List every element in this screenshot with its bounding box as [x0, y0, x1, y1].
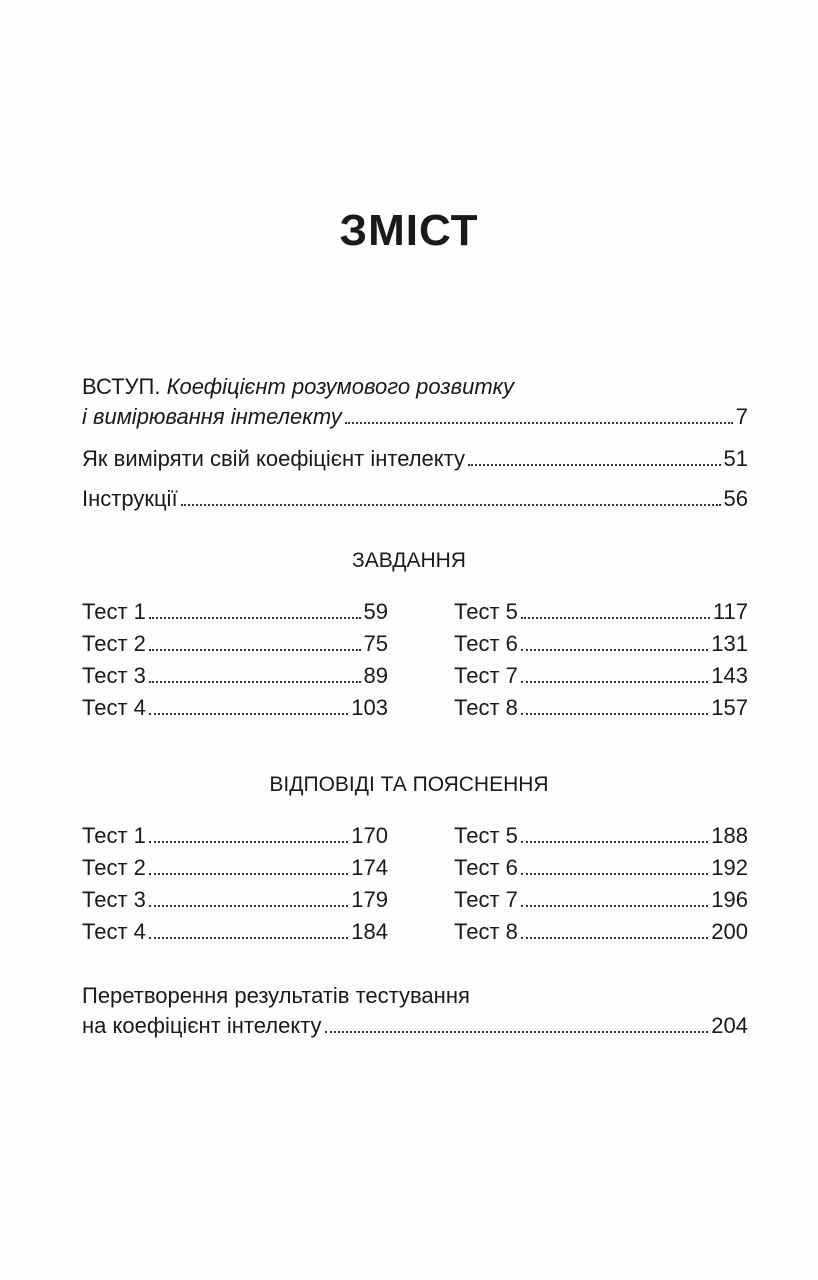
leader-dots [149, 872, 348, 875]
page-number: 51 [723, 446, 748, 471]
page-number: 117 [712, 599, 748, 624]
page-number: 204 [711, 1013, 748, 1038]
page-number: 174 [351, 855, 388, 880]
answers-left-column [82, 821, 388, 949]
toc-entry-label: Тест 1 [82, 599, 146, 624]
toc-entry-label: Тест 2 [82, 855, 146, 880]
toc-entry [82, 853, 388, 883]
toc-entry [82, 917, 388, 947]
tasks-left-column [82, 597, 388, 725]
toc-entry [454, 853, 748, 883]
toc-entry [454, 597, 748, 627]
tasks-right-column [454, 597, 748, 725]
toc-entry-label: Як виміряти свій коефіцієнт інтелекту [82, 446, 465, 471]
section-heading-answers: ВІДПОВІДІ ТА ПОЯСНЕННЯ [269, 773, 549, 796]
page-number: 179 [351, 887, 388, 912]
leader-dots [149, 904, 348, 907]
page-number: 56 [723, 486, 748, 511]
toc-entry [454, 885, 748, 915]
page-number: 184 [351, 919, 388, 944]
toc-entry-label: на коефіцієнт інтелекту [82, 1013, 322, 1038]
page-number: 192 [711, 855, 748, 880]
toc-entry [454, 917, 748, 947]
toc-entry-intro-line2 [82, 402, 748, 432]
toc-entry [82, 693, 388, 723]
toc-entry [82, 629, 388, 659]
answers-right-column [454, 821, 748, 949]
toc-entry-label: Тест 8 [454, 919, 518, 944]
toc-entry-label: Тест 2 [82, 631, 146, 656]
page-number: 131 [711, 631, 748, 656]
section-heading-tasks: ЗАВДАННЯ [352, 549, 466, 572]
page-number: 196 [711, 887, 748, 912]
leader-dots [181, 503, 721, 506]
leader-dots [325, 1030, 709, 1033]
toc-entry-label: Тест 3 [82, 663, 146, 688]
toc-entry-conversion [82, 981, 748, 1041]
toc-entry [82, 484, 748, 514]
toc-entry-label: Тест 5 [454, 823, 518, 848]
toc-entry-label: Тест 3 [82, 887, 146, 912]
page-title: ЗМІСТ [339, 206, 479, 255]
leader-dots [149, 680, 361, 683]
page-number: 103 [351, 695, 388, 720]
toc-entry-label: Тест 6 [454, 631, 518, 656]
toc-entry-label: Тест 7 [454, 663, 518, 688]
page-number: 170 [351, 823, 388, 848]
leader-dots [521, 616, 710, 619]
leader-dots [521, 904, 708, 907]
toc-entry-intro-subtitle-cont: і вимірювання інтелекту [82, 404, 342, 429]
page-number: 75 [363, 631, 388, 656]
toc-entry-conversion-line2 [82, 1011, 748, 1041]
leader-dots [521, 680, 708, 683]
toc-entry-label: Тест 6 [454, 855, 518, 880]
toc-entry [82, 597, 388, 627]
toc-entry [454, 629, 748, 659]
toc-entry-intro-subtitle: Коефіцієнт розумового розвитку [166, 374, 515, 399]
page-number: 89 [363, 663, 388, 688]
leader-dots [149, 936, 348, 939]
page-number: 143 [711, 663, 748, 688]
leader-dots [149, 712, 348, 715]
toc-entry [454, 693, 748, 723]
toc-entry [454, 821, 748, 851]
page-number: 7 [735, 404, 748, 429]
page-number: 188 [711, 823, 748, 848]
leader-dots [521, 872, 708, 875]
leader-dots [521, 648, 708, 651]
toc-entry-conversion-line1: Перетворення результатів тестування [82, 983, 470, 1008]
toc-entry-intro-label: ВСТУП. [82, 374, 161, 399]
leader-dots [521, 840, 708, 843]
toc-entry-label: Тест 5 [454, 599, 518, 624]
toc-entry [82, 821, 388, 851]
toc-entry [454, 661, 748, 691]
toc-entry-intro-line1 [82, 372, 748, 402]
toc-entry [82, 885, 388, 915]
page-number: 200 [711, 919, 748, 944]
toc-entry-label: Тест 4 [82, 695, 146, 720]
toc-entry [82, 661, 388, 691]
toc-entry [82, 444, 748, 474]
page-number: 157 [711, 695, 748, 720]
leader-dots [345, 421, 733, 424]
leader-dots [149, 648, 361, 651]
leader-dots [521, 712, 708, 715]
toc-entry-label: Тест 8 [454, 695, 518, 720]
leader-dots [521, 936, 708, 939]
toc-entry-label: Тест 4 [82, 919, 146, 944]
leader-dots [468, 463, 721, 466]
toc-entry-label: Тест 7 [454, 887, 518, 912]
toc-entry-intro [82, 372, 748, 432]
toc-entry-label: Інструкції [82, 486, 178, 511]
leader-dots [149, 616, 361, 619]
toc-entry-label: Тест 1 [82, 823, 146, 848]
page-number: 59 [363, 599, 388, 624]
leader-dots [149, 840, 348, 843]
